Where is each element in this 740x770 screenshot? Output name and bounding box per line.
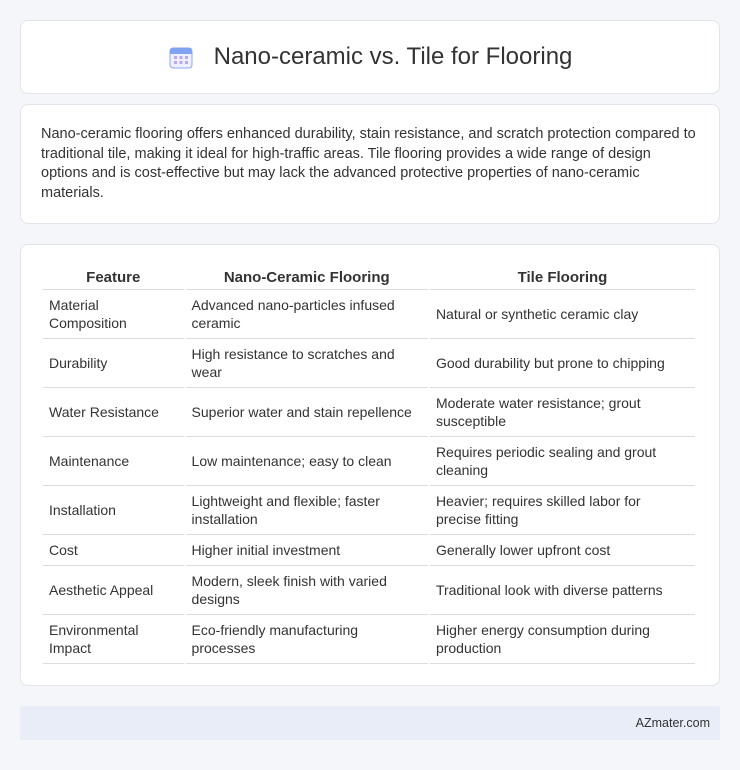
tile-cell: Traditional look with diverse patterns [430, 566, 695, 615]
table-header-row [43, 265, 695, 290]
tile-cell: Natural or synthetic ceramic clay [430, 290, 695, 339]
tile-cell: Higher energy consumption during production [430, 615, 695, 664]
feature-cell: Material Composition [43, 290, 184, 339]
tile-cell: Moderate water resistance; grout susceptible [430, 388, 695, 437]
header-feature: Feature [43, 265, 184, 290]
tile-cell: Heavier; requires skilled labor for precise fitting [430, 486, 695, 535]
intro-text: Nano-ceramic flooring offers enhanced durability, stain resistance, and scratch protection compared to traditional tile, making it ideal for high-traffic areas. Tile flooring provides a wide range of design options and is cost-effective but may lack the advanced protective properties of nano-ceramic materials. [41, 126, 696, 201]
footer-bar [20, 706, 720, 740]
page-title: Nano-ceramic vs. Tile for Flooring [213, 43, 573, 70]
nano-ceramic-cell: High resistance to scratches and wear [186, 339, 428, 388]
nano-ceramic-cell: Superior water and stain repellence [186, 388, 428, 437]
table-row [43, 388, 695, 437]
nano-ceramic-cell: Low maintenance; easy to clean [186, 437, 428, 486]
table-card [20, 244, 720, 686]
tile-cell: Requires periodic sealing and grout cleaning [430, 437, 695, 486]
nano-ceramic-cell: Eco-friendly manufacturing processes [186, 615, 428, 664]
nano-ceramic-cell: Modern, sleek finish with varied designs [186, 566, 428, 615]
table-row [43, 535, 695, 566]
nano-ceramic-cell: Advanced nano-particles infused ceramic [186, 290, 428, 339]
footer-site-name: AZmater.com [635, 716, 710, 730]
table-row [43, 290, 695, 339]
calendar-icon [168, 44, 194, 70]
tile-cell: Generally lower upfront cost [430, 535, 695, 566]
header-card [20, 20, 720, 94]
table-row [43, 486, 695, 535]
header-inner [168, 43, 573, 71]
feature-cell: Water Resistance [43, 388, 184, 437]
feature-cell: Aesthetic Appeal [43, 566, 184, 615]
feature-cell: Installation [43, 486, 184, 535]
nano-ceramic-cell: Higher initial investment [186, 535, 428, 566]
nano-ceramic-cell: Lightweight and flexible; faster installation [186, 486, 428, 535]
intro-card [20, 104, 720, 224]
table-row [43, 566, 695, 615]
comparison-table [41, 265, 697, 664]
table-row [43, 339, 695, 388]
table-row [43, 615, 695, 664]
tile-cell: Good durability but prone to chipping [430, 339, 695, 388]
header-nano-ceramic: Nano-Ceramic Flooring [186, 265, 428, 290]
feature-cell: Durability [43, 339, 184, 388]
feature-cell: Cost [43, 535, 184, 566]
feature-cell: Environmental Impact [43, 615, 184, 664]
feature-cell: Maintenance [43, 437, 184, 486]
table-row [43, 437, 695, 486]
header-tile: Tile Flooring [430, 265, 695, 290]
